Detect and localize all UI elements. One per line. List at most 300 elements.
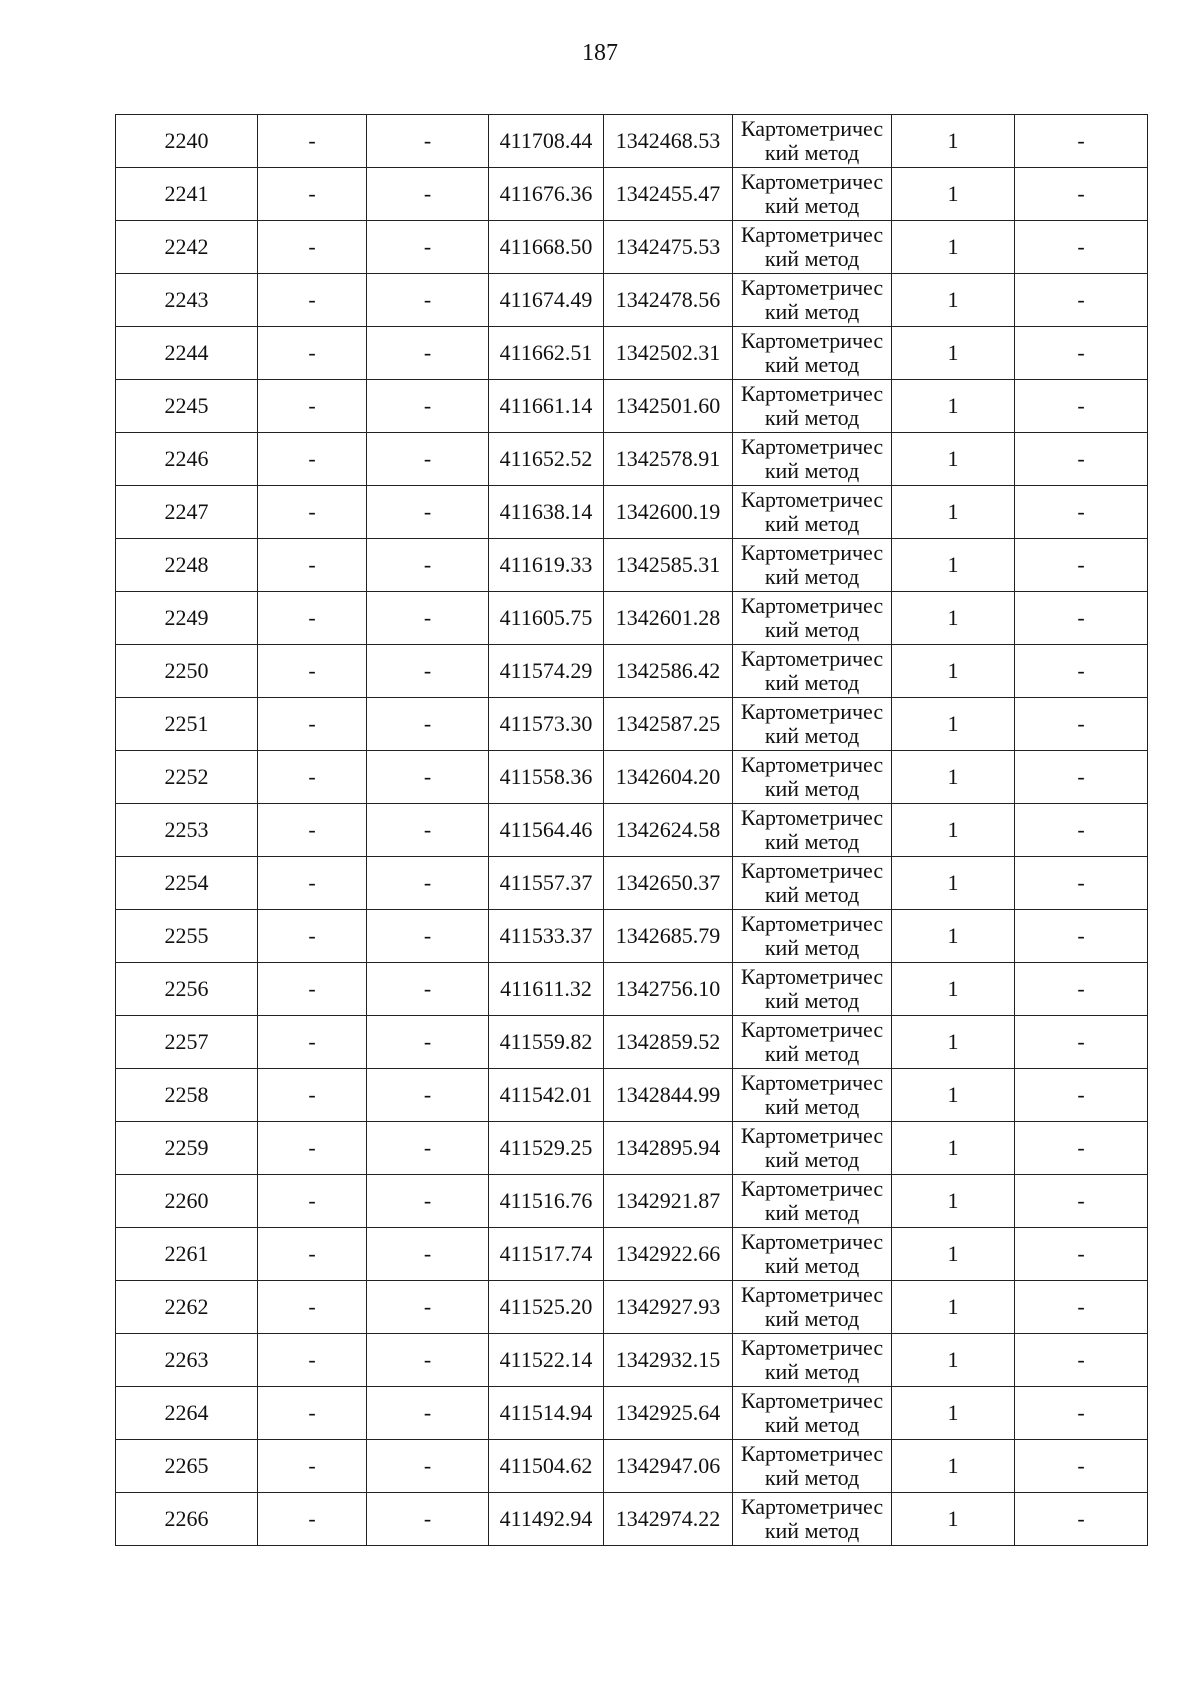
method-line-2: кий метод [764,617,860,642]
table-row [116,592,1148,645]
empty-dash-cell: - [367,380,489,433]
x-coordinate-cell: 411517.74 [489,1228,604,1281]
y-coordinate-cell: 1342921.87 [604,1175,733,1228]
point-number-cell: 2254 [116,857,258,910]
accuracy-cell: 1 [892,645,1015,698]
method-line-1: Картометричес [740,593,884,618]
empty-dash-cell: - [367,857,489,910]
empty-dash-cell: - [1015,751,1148,804]
empty-dash-cell: - [1015,486,1148,539]
empty-dash-cell: - [1015,1334,1148,1387]
empty-dash-cell: - [1015,327,1148,380]
method-cell [733,1493,892,1546]
accuracy-cell: 1 [892,698,1015,751]
method-line-1: Картометричес [740,1070,884,1095]
method-line-2: кий метод [764,458,860,483]
empty-dash-cell: - [258,221,367,274]
empty-dash-cell: - [258,1069,367,1122]
method-line-2: кий метод [764,670,860,695]
method-line-2: кий метод [764,405,860,430]
empty-dash-cell: - [367,1016,489,1069]
empty-dash-cell: - [258,274,367,327]
y-coordinate-cell: 1342502.31 [604,327,733,380]
table-row [116,1228,1148,1281]
y-coordinate-cell: 1342501.60 [604,380,733,433]
y-coordinate-cell: 1342650.37 [604,857,733,910]
y-coordinate-cell: 1342468.53 [604,115,733,168]
accuracy-cell: 1 [892,1440,1015,1493]
point-number-cell: 2262 [116,1281,258,1334]
method-cell [733,698,892,751]
x-coordinate-cell: 411557.37 [489,857,604,910]
empty-dash-cell: - [258,1387,367,1440]
point-number-cell: 2242 [116,221,258,274]
empty-dash-cell: - [367,751,489,804]
method-line-2: кий метод [764,1465,860,1490]
x-coordinate-cell: 411662.51 [489,327,604,380]
x-coordinate-cell: 411542.01 [489,1069,604,1122]
method-line-2: кий метод [764,935,860,960]
method-line-1: Картометричес [740,487,884,512]
empty-dash-cell: - [258,539,367,592]
empty-dash-cell: - [1015,274,1148,327]
method-cell [733,1281,892,1334]
method-cell [733,1334,892,1387]
method-cell [733,751,892,804]
empty-dash-cell: - [1015,645,1148,698]
empty-dash-cell: - [258,698,367,751]
x-coordinate-cell: 411525.20 [489,1281,604,1334]
point-number-cell: 2253 [116,804,258,857]
empty-dash-cell: - [367,274,489,327]
method-cell [733,857,892,910]
accuracy-cell: 1 [892,1016,1015,1069]
empty-dash-cell: - [258,1334,367,1387]
accuracy-cell: 1 [892,1228,1015,1281]
method-line-1: Картометричес [740,1494,884,1519]
empty-dash-cell: - [1015,221,1148,274]
empty-dash-cell: - [367,1334,489,1387]
method-line-2: кий метод [764,1147,860,1172]
empty-dash-cell: - [1015,1493,1148,1546]
x-coordinate-cell: 411638.14 [489,486,604,539]
y-coordinate-cell: 1342604.20 [604,751,733,804]
point-number-cell: 2257 [116,1016,258,1069]
y-coordinate-cell: 1342585.31 [604,539,733,592]
x-coordinate-cell: 411674.49 [489,274,604,327]
empty-dash-cell: - [258,115,367,168]
method-cell [733,963,892,1016]
empty-dash-cell: - [367,1281,489,1334]
y-coordinate-cell: 1342932.15 [604,1334,733,1387]
empty-dash-cell: - [367,433,489,486]
method-line-1: Картометричес [740,858,884,883]
table-row [116,1175,1148,1228]
empty-dash-cell: - [1015,1175,1148,1228]
method-line-1: Картометричес [740,1123,884,1148]
table-row [116,1387,1148,1440]
y-coordinate-cell: 1342947.06 [604,1440,733,1493]
y-coordinate-cell: 1342685.79 [604,910,733,963]
table-row [116,804,1148,857]
method-line-1: Картометричес [740,1335,884,1360]
point-number-cell: 2241 [116,168,258,221]
empty-dash-cell: - [258,910,367,963]
x-coordinate-cell: 411529.25 [489,1122,604,1175]
method-line-2: кий метод [764,1253,860,1278]
table-row [116,645,1148,698]
empty-dash-cell: - [367,1228,489,1281]
point-number-cell: 2264 [116,1387,258,1440]
y-coordinate-cell: 1342601.28 [604,592,733,645]
method-line-2: кий метод [764,1094,860,1119]
empty-dash-cell: - [258,1175,367,1228]
method-line-1: Картометричес [740,646,884,671]
empty-dash-cell: - [1015,698,1148,751]
x-coordinate-cell: 411652.52 [489,433,604,486]
method-line-2: кий метод [764,723,860,748]
method-line-2: кий метод [764,246,860,271]
method-line-1: Картометричес [740,222,884,247]
empty-dash-cell: - [1015,592,1148,645]
point-number-cell: 2265 [116,1440,258,1493]
table-row [116,539,1148,592]
x-coordinate-cell: 411708.44 [489,115,604,168]
method-cell [733,1228,892,1281]
accuracy-cell: 1 [892,168,1015,221]
table-row [116,1440,1148,1493]
table-row [116,221,1148,274]
method-cell [733,1016,892,1069]
accuracy-cell: 1 [892,804,1015,857]
x-coordinate-cell: 411558.36 [489,751,604,804]
empty-dash-cell: - [258,804,367,857]
method-cell [733,115,892,168]
point-number-cell: 2245 [116,380,258,433]
x-coordinate-cell: 411676.36 [489,168,604,221]
x-coordinate-cell: 411533.37 [489,910,604,963]
empty-dash-cell: - [1015,1069,1148,1122]
empty-dash-cell: - [367,963,489,1016]
accuracy-cell: 1 [892,1175,1015,1228]
y-coordinate-cell: 1342587.25 [604,698,733,751]
y-coordinate-cell: 1342756.10 [604,963,733,1016]
table-row [116,327,1148,380]
accuracy-cell: 1 [892,857,1015,910]
empty-dash-cell: - [258,592,367,645]
accuracy-cell: 1 [892,1493,1015,1546]
accuracy-cell: 1 [892,910,1015,963]
empty-dash-cell: - [367,910,489,963]
empty-dash-cell: - [258,751,367,804]
accuracy-cell: 1 [892,274,1015,327]
empty-dash-cell: - [1015,910,1148,963]
x-coordinate-cell: 411492.94 [489,1493,604,1546]
empty-dash-cell: - [258,327,367,380]
y-coordinate-cell: 1342927.93 [604,1281,733,1334]
method-line-1: Картометричес [740,275,884,300]
point-number-cell: 2266 [116,1493,258,1546]
table-row [116,1122,1148,1175]
table-row [116,963,1148,1016]
empty-dash-cell: - [367,486,489,539]
empty-dash-cell: - [258,486,367,539]
table-row [116,168,1148,221]
method-line-2: кий метод [764,1359,860,1384]
empty-dash-cell: - [1015,963,1148,1016]
empty-dash-cell: - [367,698,489,751]
empty-dash-cell: - [1015,1281,1148,1334]
point-number-cell: 2256 [116,963,258,1016]
empty-dash-cell: - [367,1069,489,1122]
point-number-cell: 2247 [116,486,258,539]
accuracy-cell: 1 [892,380,1015,433]
y-coordinate-cell: 1342844.99 [604,1069,733,1122]
table-row [116,1281,1148,1334]
x-coordinate-cell: 411574.29 [489,645,604,698]
empty-dash-cell: - [258,380,367,433]
empty-dash-cell: - [367,645,489,698]
accuracy-cell: 1 [892,433,1015,486]
y-coordinate-cell: 1342586.42 [604,645,733,698]
empty-dash-cell: - [1015,1387,1148,1440]
method-cell [733,1122,892,1175]
method-cell [733,539,892,592]
empty-dash-cell: - [367,1175,489,1228]
method-line-1: Картометричес [740,1176,884,1201]
method-cell [733,910,892,963]
point-number-cell: 2251 [116,698,258,751]
method-line-2: кий метод [764,1412,860,1437]
accuracy-cell: 1 [892,221,1015,274]
method-cell [733,1069,892,1122]
method-line-2: кий метод [764,1306,860,1331]
method-line-2: кий метод [764,1041,860,1066]
method-cell [733,804,892,857]
method-cell [733,380,892,433]
method-line-2: кий метод [764,193,860,218]
accuracy-cell: 1 [892,327,1015,380]
accuracy-cell: 1 [892,963,1015,1016]
point-number-cell: 2259 [116,1122,258,1175]
empty-dash-cell: - [258,168,367,221]
point-number-cell: 2243 [116,274,258,327]
method-line-1: Картометричес [740,911,884,936]
method-cell [733,327,892,380]
point-number-cell: 2258 [116,1069,258,1122]
point-number-cell: 2252 [116,751,258,804]
table-row [116,1493,1148,1546]
empty-dash-cell: - [1015,433,1148,486]
empty-dash-cell: - [367,221,489,274]
point-number-cell: 2246 [116,433,258,486]
empty-dash-cell: - [367,804,489,857]
x-coordinate-cell: 411611.32 [489,963,604,1016]
table-row [116,274,1148,327]
method-line-2: кий метод [764,140,860,165]
method-line-1: Картометричес [740,328,884,353]
method-line-1: Картометричес [740,699,884,724]
empty-dash-cell: - [367,1440,489,1493]
point-number-cell: 2260 [116,1175,258,1228]
method-cell [733,645,892,698]
method-line-2: кий метод [764,564,860,589]
table-body [116,115,1148,1546]
method-line-1: Картометричес [740,116,884,141]
empty-dash-cell: - [258,1440,367,1493]
method-cell [733,221,892,274]
x-coordinate-cell: 411573.30 [489,698,604,751]
empty-dash-cell: - [258,433,367,486]
empty-dash-cell: - [367,168,489,221]
x-coordinate-cell: 411522.14 [489,1334,604,1387]
method-cell [733,486,892,539]
empty-dash-cell: - [367,1122,489,1175]
empty-dash-cell: - [258,1122,367,1175]
empty-dash-cell: - [1015,1440,1148,1493]
accuracy-cell: 1 [892,486,1015,539]
method-line-2: кий метод [764,882,860,907]
y-coordinate-cell: 1342478.56 [604,274,733,327]
method-line-2: кий метод [764,988,860,1013]
method-line-2: кий метод [764,299,860,324]
method-cell [733,274,892,327]
method-line-1: Картометричес [740,169,884,194]
point-number-cell: 2255 [116,910,258,963]
empty-dash-cell: - [367,1493,489,1546]
y-coordinate-cell: 1342455.47 [604,168,733,221]
table-row [116,698,1148,751]
point-number-cell: 2263 [116,1334,258,1387]
point-number-cell: 2261 [116,1228,258,1281]
empty-dash-cell: - [1015,857,1148,910]
y-coordinate-cell: 1342922.66 [604,1228,733,1281]
method-line-1: Картометричес [740,381,884,406]
accuracy-cell: 1 [892,1069,1015,1122]
y-coordinate-cell: 1342859.52 [604,1016,733,1069]
accuracy-cell: 1 [892,1281,1015,1334]
method-line-2: кий метод [764,511,860,536]
y-coordinate-cell: 1342925.64 [604,1387,733,1440]
table-row [116,1016,1148,1069]
y-coordinate-cell: 1342624.58 [604,804,733,857]
x-coordinate-cell: 411605.75 [489,592,604,645]
empty-dash-cell: - [367,539,489,592]
method-line-2: кий метод [764,352,860,377]
empty-dash-cell: - [367,592,489,645]
accuracy-cell: 1 [892,1387,1015,1440]
empty-dash-cell: - [1015,1016,1148,1069]
empty-dash-cell: - [258,963,367,1016]
method-line-1: Картометричес [740,1229,884,1254]
empty-dash-cell: - [258,1016,367,1069]
table-row [116,380,1148,433]
accuracy-cell: 1 [892,115,1015,168]
empty-dash-cell: - [367,327,489,380]
empty-dash-cell: - [367,1387,489,1440]
x-coordinate-cell: 411514.94 [489,1387,604,1440]
accuracy-cell: 1 [892,751,1015,804]
method-line-1: Картометричес [740,1017,884,1042]
table-row [116,1334,1148,1387]
y-coordinate-cell: 1342895.94 [604,1122,733,1175]
y-coordinate-cell: 1342974.22 [604,1493,733,1546]
method-line-2: кий метод [764,1518,860,1543]
empty-dash-cell: - [258,1228,367,1281]
accuracy-cell: 1 [892,592,1015,645]
method-line-2: кий метод [764,1200,860,1225]
table-row [116,486,1148,539]
table-row [116,433,1148,486]
table-row [116,1069,1148,1122]
y-coordinate-cell: 1342475.53 [604,221,733,274]
method-cell [733,592,892,645]
y-coordinate-cell: 1342600.19 [604,486,733,539]
x-coordinate-cell: 411559.82 [489,1016,604,1069]
coordinates-table [115,114,1148,1546]
method-line-2: кий метод [764,829,860,854]
empty-dash-cell: - [258,1493,367,1546]
table-row [116,857,1148,910]
accuracy-cell: 1 [892,1122,1015,1175]
empty-dash-cell: - [367,115,489,168]
table-row [116,751,1148,804]
empty-dash-cell: - [1015,380,1148,433]
point-number-cell: 2250 [116,645,258,698]
x-coordinate-cell: 411668.50 [489,221,604,274]
method-cell [733,1175,892,1228]
empty-dash-cell: - [1015,1228,1148,1281]
method-line-2: кий метод [764,776,860,801]
method-line-1: Картометричес [740,752,884,777]
x-coordinate-cell: 411619.33 [489,539,604,592]
method-cell [733,433,892,486]
method-line-1: Картометричес [740,434,884,459]
empty-dash-cell: - [1015,539,1148,592]
x-coordinate-cell: 411661.14 [489,380,604,433]
page-number: 187 [582,40,618,66]
point-number-cell: 2244 [116,327,258,380]
method-cell [733,1440,892,1493]
method-cell [733,1387,892,1440]
accuracy-cell: 1 [892,1334,1015,1387]
empty-dash-cell: - [258,1281,367,1334]
empty-dash-cell: - [1015,804,1148,857]
empty-dash-cell: - [258,645,367,698]
empty-dash-cell: - [258,857,367,910]
x-coordinate-cell: 411504.62 [489,1440,604,1493]
method-line-1: Картометричес [740,540,884,565]
empty-dash-cell: - [1015,168,1148,221]
method-line-1: Картометричес [740,805,884,830]
table-row [116,115,1148,168]
point-number-cell: 2249 [116,592,258,645]
x-coordinate-cell: 411516.76 [489,1175,604,1228]
method-line-1: Картометричес [740,1441,884,1466]
method-line-1: Картометричес [740,1282,884,1307]
point-number-cell: 2240 [116,115,258,168]
table-row [116,910,1148,963]
x-coordinate-cell: 411564.46 [489,804,604,857]
method-line-1: Картометричес [740,1388,884,1413]
empty-dash-cell: - [1015,115,1148,168]
method-line-1: Картометричес [740,964,884,989]
method-cell [733,168,892,221]
point-number-cell: 2248 [116,539,258,592]
accuracy-cell: 1 [892,539,1015,592]
y-coordinate-cell: 1342578.91 [604,433,733,486]
empty-dash-cell: - [1015,1122,1148,1175]
